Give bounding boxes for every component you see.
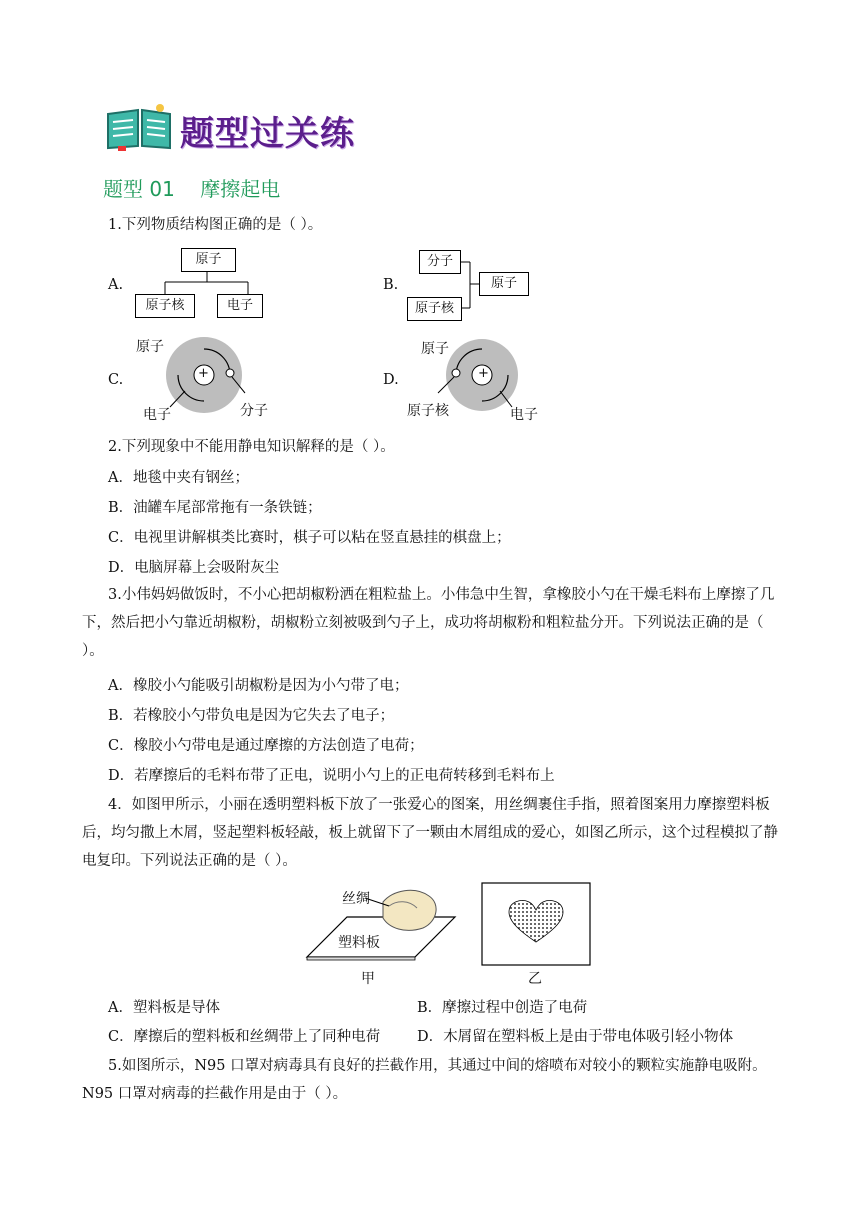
q1-d-nucleus-sign: + [478,366,489,381]
q2-option-c: C．电视里讲解棋类比赛时，棋子可以粘在竖直悬挂的棋盘上； [108,530,511,546]
q1-d-label-nucleus: 原子核 [407,403,449,419]
page-title: 题型过关练 [180,114,355,154]
q1-b-box-atom: 原子 [479,272,529,296]
q1-c-nucleus-sign: + [198,366,209,381]
q4-option-d: D．木屑留在塑料板上是由于带电体吸引轻小物体 [417,1029,734,1045]
q4-option-a: A．塑料板是导体 [108,1000,220,1016]
q1-a-box-nucleus: 原子核 [135,294,195,318]
q4-label-silk: 丝绸 [342,891,370,907]
q3-stem: 3.小伟妈妈做饭时，不小心把胡椒粉洒在粗粒盐上。小伟急中生智，拿橡胶小勺在干燥毛料布上摩擦了几下，然后把小勺靠近胡椒粉，胡椒粉立刻被吸到勺子上，成功将胡椒粉和粗粒盐分开。下列说法正确的是（ ）。 [82,587,775,659]
book-icon [104,102,176,152]
q4-option-b: B．摩擦过程中创造了电荷 [417,1000,588,1016]
q3-option-d: D．若摩擦后的毛料布带了正电，说明小勺上的正电荷转移到毛料布上 [108,768,555,784]
q1-c-label-atom: 原子 [136,339,164,355]
q1-c-label-molecule: 分子 [240,403,268,419]
section-title: 题型 01 摩擦起电 [103,177,281,201]
q4-option-c: C．摩擦后的塑料板和丝绸带上了同种电荷 [108,1029,381,1045]
q1-b-box-nucleus: 原子核 [407,297,462,321]
q1-d-label-atom: 原子 [421,341,449,357]
header-banner [104,102,404,154]
q1-c-label-electron: 电子 [143,407,171,423]
q3-option-c: C．橡胶小勺带电是通过摩擦的方法创造了电荷； [108,738,424,754]
q4-figure-jia [305,882,465,962]
q4-stem: 4．如图甲所示，小丽在透明塑料板下放了一张爱心的图案，用丝绸裹住手指，照着图案用力摩擦塑料板后，均匀撒上木屑，竖起塑料板轻敲，板上就留下了一颗由木屑组成的爱心，如图乙所示，这个过程模拟了静电复印。下列说法正确的是（ ）。 [82,797,778,869]
q2-option-b: B．油罐车尾部常拖有一条铁链； [108,500,322,516]
q1-option-d-letter: D. [383,372,399,388]
q4-label-jia: 甲 [361,971,375,987]
q4-label-yi: 乙 [528,971,542,987]
q2-stem: 2.下列现象中不能用静电知识解释的是（ ）。 [108,439,395,455]
q1-stem: 1.下列物质结构图正确的是（ ）。 [108,217,323,233]
q1-option-a-letter: A. [108,277,124,293]
q1-a-box-atom: 原子 [181,248,236,272]
q2-option-a: A．地毯中夹有钢丝； [108,470,249,486]
q4-figure-yi [481,882,591,966]
q2-option-d: D．电脑屏幕上会吸附灰尘 [108,560,280,576]
q4-label-board: 塑料板 [338,935,380,951]
q1-b-box-molecule: 分子 [419,250,461,274]
q3-option-a: A．橡胶小勺能吸引胡椒粉是因为小勺带了电； [108,678,409,694]
q1-option-c-letter: C. [108,372,124,388]
q5-stem: 5.如图所示，N95 口罩对病毒具有良好的拦截作用，其通过中间的熔喷布对较小的颗粒实施静电吸附。N95 口罩对病毒的拦截作用是由于（ ）。 [82,1058,767,1102]
q1-a-box-electron: 电子 [217,294,263,318]
q1-option-b-letter: B. [383,277,399,293]
q3-option-b: B．若橡胶小勺带负电是因为它失去了电子； [108,708,395,724]
q1-d-label-electron: 电子 [510,407,538,423]
